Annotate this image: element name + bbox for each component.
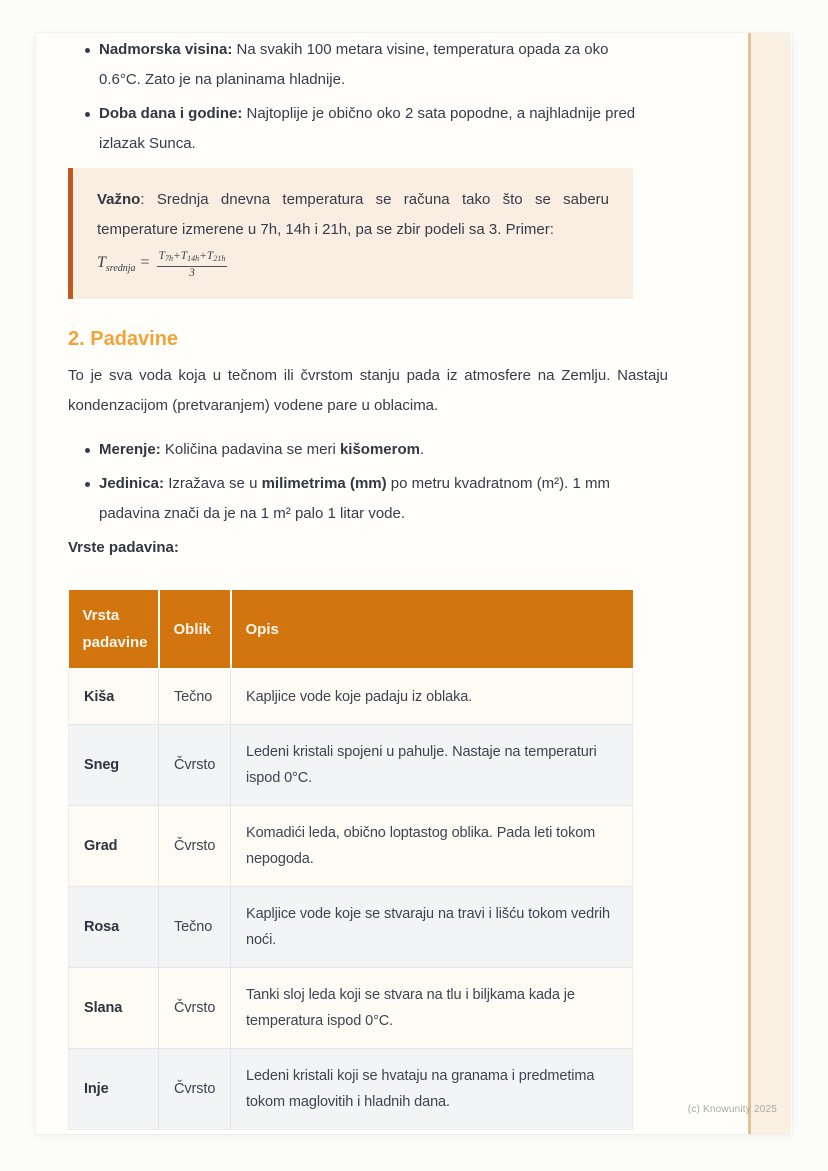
cell-description: Ledeni kristali koji se hvataju na granama i predmetima tokom maglovitih i hladnih dana. [231,1049,633,1130]
bullet-text: Izražava se u [164,475,262,492]
cell-form: Čvrsto [159,1049,231,1130]
header-cell-vrsta: Vrsta padavine [69,590,159,669]
mean-temperature-formula [97,245,609,287]
cell-type: Kiša [69,669,159,725]
formula-plus: + [172,250,181,262]
bullet-bold-text: milimetrima (mm) [261,475,387,492]
cell-type: Inje [69,1049,159,1130]
cell-form: Tečno [159,887,231,968]
callout-paragraph [97,185,609,245]
formula-fraction [157,250,228,280]
bullet-label: Jedinica: [99,475,165,492]
formula-term-sub: 21h [213,254,226,263]
formula-term: T [180,250,188,262]
callout-text: Srednja dnevna temperatura se računa tako što se saberu temperature izmerene u 7h, 14h i 21h, pa se zbir podeli sa 3. Primer: [97,191,609,238]
header-cell-opis: Opis [231,590,633,669]
section-heading-padavine: 2. Padavine [68,328,179,350]
cell-description: Tanki sloj leda koji se stvara na tlu i biljkama kada je temperatura ispod 0°C. [231,968,633,1049]
header-cell-oblik: Oblik [159,590,231,669]
table-row-inje [69,1049,633,1130]
cell-type: Slana [69,968,159,1049]
bullet-label: Merenje: [99,441,161,458]
cell-form: Čvrsto [159,968,231,1049]
table-row-sneg [69,725,633,806]
intro-paragraph: To je sva voda koja u tečnom ili čvrstom stanju pada iz atmosfere na Zemlju. Nastaju kondenzacijom (pretvaranjem) vodene pare u oblacima. [68,367,668,414]
bullet-item-nadmorska-visina [68,35,644,95]
bullet-text: po metru kvadratnom (m²). 1 mm padavina znači da je na 1 m² palo 1 litar vode. [99,475,611,522]
formula-lhs: T [97,254,106,271]
table-row-rosa [69,887,633,968]
formula-lhs-sub: srednja [105,263,136,274]
bullet-item-merenje [68,435,644,465]
page-content [68,35,730,1130]
bullet-dot-icon [85,482,90,487]
bullet-dot-icon [85,48,90,53]
formula-term: T [158,250,165,262]
table-header-row [69,590,633,669]
callout-separator: : [140,191,157,208]
table-row-slana [69,968,633,1049]
formula-plus: + [199,250,207,262]
cell-type: Grad [69,806,159,887]
bullet-text: Najtoplije je obično oko 2 sata popodne, a najhladnije pred izlazak Sunca. [99,105,636,152]
cell-form: Čvrsto [159,806,231,887]
cell-description: Kapljice vode koje se stvaraju na travi i lišću tokom vedrih noći. [231,887,633,968]
bullet-text: Na svakih 100 metara visine, temperatura opada za oko 0.6°C. Zato je na planinama hladnije. [99,41,609,88]
important-callout [68,168,633,299]
formula-denominator: 3 [189,267,195,279]
table-row-grad [69,806,633,887]
cell-type: Sneg [69,725,159,806]
formula-term-sub: 7h [164,254,173,263]
bullet-item-jedinica [68,469,644,529]
callout-label: Važno [97,191,141,208]
top-bullet-list [68,35,730,159]
bullet-text: . [420,441,425,458]
formula-numerator [157,250,228,267]
formula-term: T [206,250,214,262]
bullet-label: Nadmorska visina: [99,41,233,58]
document-page [36,33,792,1134]
page-edge-strip [748,33,791,1134]
table-title: Vrste padavina: [68,539,179,556]
cell-form: Čvrsto [159,725,231,806]
section-bullet-list [68,435,730,529]
cell-description: Komadići leda, obično loptastog oblika. Pada leti tokom nepogoda. [231,806,633,887]
bullet-dot-icon [85,112,90,117]
cell-description: Ledeni kristali spojeni u pahulje. Nastaje na temperaturi ispod 0°C. [231,725,633,806]
precipitation-table [68,590,633,1130]
cell-description: Kapljice vode koje padaju iz oblaka. [231,669,633,725]
bullet-label: Doba dana i godine: [99,105,243,122]
cell-type: Rosa [69,887,159,968]
copyright-notice: (c) Knowunity 2025 [687,1104,777,1115]
bullet-item-doba-dana [68,99,644,159]
bullet-dot-icon [85,448,90,453]
bullet-bold-text: kišomerom [339,441,420,458]
cell-form: Tečno [159,669,231,725]
table-row-kisa [69,669,633,725]
formula-term-sub: 14h [187,254,200,263]
formula-equals: = [140,254,150,271]
bullet-text: Količina padavina se meri [160,441,340,458]
